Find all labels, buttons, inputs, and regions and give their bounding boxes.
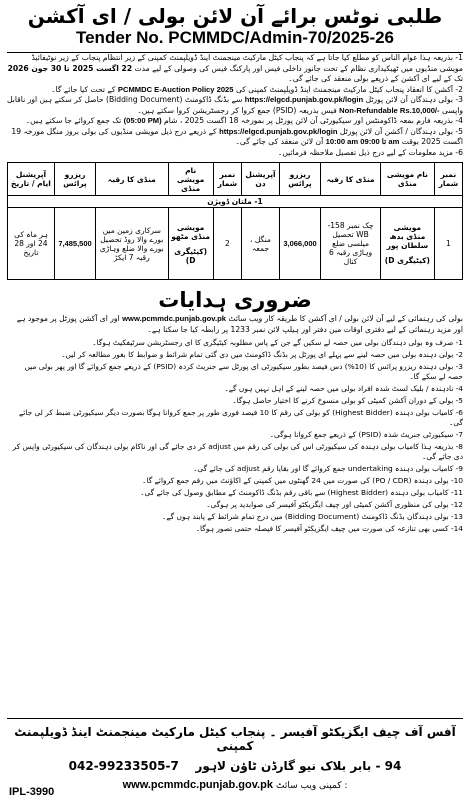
- col-header: منڈی کا رقبہ: [96, 163, 168, 196]
- instructions-intro: بولی کی رہنمائی کے لیے آن لائن بولی / ای آکشن کا طریقہ کار ویب سائٹ www.pcmmdc.punjab.gov.pk اور ای آکشن پورٹل پر موجود ہے اور مزید رہنمائی کے لیے دفتری اوقات میں دفتر اور ہیلپ لائن نمبر 1233 پر رابطہ کیا جا سکتا ہے۔: [16, 314, 463, 334]
- website-link[interactable]: www.pcmmdc.punjab.gov.pk: [122, 314, 226, 323]
- notice-footer: [7, 718, 463, 801]
- division-row: 1- ملتان ڈویژن: [8, 196, 463, 208]
- ipl-number: IPL-3990: [9, 786, 55, 798]
- portal-link-2[interactable]: https://elgcd.punjab.gov.pk/login: [219, 126, 338, 136]
- col-header: ریزرو پرائس: [54, 163, 95, 196]
- list-item: 1- صرف وہ بولی دہندگان بولی میں حصہ لے سکیں گے جن کے پاس مطلوبہ کیٹیگری کا ای رجسٹریشن سرٹیفکیٹ ہوگا۔: [92, 338, 463, 347]
- intro-paragraph-4: 4- بذریعہ فارم بمعہ ڈاکومنٹس اور سیکیورٹی آن لائن پورٹل پر بمورخہ 18 اگست 2025 ، شام (05:00 PM) تک جمع کروائے جا سکتے ہیں۔: [25, 116, 463, 125]
- office-address: 94 - بابر بلاک نیو گارڈن ٹاؤن لاہور 042-99233505-7: [68, 759, 402, 773]
- col-header: نام مویشی منڈی: [168, 163, 213, 196]
- list-item: 7- سیکیورٹی جنریٹ شدہ (PSID) کے ذریعے جمع کروانا ہوگی۔: [269, 430, 463, 439]
- list-item: 10- بولی دہندہ (PO / CDR) کی صورت میں 24 گھنٹوں میں کمپنی کے اکاؤنٹ میں رقم جمع کروائے گا۔: [142, 476, 463, 485]
- intro-paragraph-5: 5- بولی دہندگان / آکشن آن لائن پورٹل https://elgcd.punjab.gov.pk/login کے ذریعے درج ذیل مویشی منڈیوں کی بولی بروز منگل مورخہ 19 اگست 2025 بوقت 10:00 am تا 09:00 am آن لائن منعقد کی جائے گی۔: [11, 126, 463, 146]
- intro-section: [7, 52, 463, 158]
- cattle-market-table: [7, 162, 463, 280]
- list-item: 8- بذریعہ ہذا کامیاب بولی دہندہ کی سیکیورٹی اس کی بولی کی رقم میں adjust کر دی جائے گی اور ناکام بولی دہندگان کی سیکیورٹی واپس کر دی جائے گی۔: [12, 442, 463, 461]
- list-item: 13- بولی دہندگان بڈنگ ڈاکومنٹ (Bidding Document) میں درج تمام شرائط کے پابند ہوں گے۔: [162, 512, 463, 521]
- intro-paragraph-2: 2- آکشن کا انعقاد پنجاب کیٹل مارکیٹ مینجمنٹ اینڈ ڈویلپمنٹ کمپنی کی PCMMDC E-Auction Policy 2025 کے تحت کیا جائے گا۔: [51, 84, 463, 94]
- notice-title: طلبی نوٹس برائے آن لائن بولی / ای آکشن: [27, 4, 443, 28]
- col-header: آپریشنل دن: [242, 163, 280, 196]
- list-item: 6- کامیاب بولی دہندہ (Highest Bidder) کو بولی کی رقم کا 10 فیصد فوری طور پر جمع کروانا ہوگا بصورت دیگر سیکیورٹی ضبط کر لی جائے گی۔: [18, 408, 463, 427]
- list-item: 4- نادہندہ / بلیک لسٹ شدہ افراد بولی میں حصہ لینے کے اہل نہیں ہوں گے۔: [224, 384, 463, 393]
- list-item: 3- بولی دہندہ ریزرو پرائس کا (10%) دس فیصد بطور سیکیورٹی ای پورٹل سے جنریٹ کردہ (PSID) کے ذریعے جمع کروائے گا اور پھر بولی میں حصہ لے سکے گا۔: [24, 362, 463, 381]
- intro-paragraph-1: 1- بذریعہ ہذا عوام الناس کو مطلع کیا جاتا ہے کہ پنجاب کیٹل مارکیٹ مینجمنٹ اینڈ ڈویلپمنٹ کمپنی کے زیر انتظام پنجاب کے زیر نوٹیفائیڈ مویشی منڈیوں میں ٹھیکیداری نظام کے تحت جانور داخلی فیس اور پارکنگ فیس کی وصولی کے لیے مدت 22 اگست 2025 تا 30 جون 2026 تک کے لیے ای آکشن کے ذریعے بولی منعقد کی جائے گی۔: [7, 53, 463, 83]
- phone-number: 042-99233505-7: [68, 759, 179, 773]
- website-url[interactable]: www.pcmmdc.punjab.gov.pk: [122, 779, 273, 791]
- office-name: آفس آف چیف ایگزیکٹو آفیسر ۔ پنجاب کیٹل مارکیٹ مینجمنٹ اینڈ ڈویلپمنٹ کمپنی: [14, 725, 456, 753]
- table-row: 1 مویشی منڈی بدھ سلطان پور (کیٹیگری D) چک نمبر 158-WB تحصیل میلسی ضلع وہاڑی رقبہ 6 کنال 3,066,000 منگل ، جمعہ 2 مویشی منڈی مٹھو (کیٹیگری D) سرکاری زمین میں بورے والا روڈ تحصیل بورے والا ضلع وہاڑی رقبہ 7 ایکڑ 7,485,500 ہر ماہ کی 24 اور 28 تاریخ: [8, 208, 463, 280]
- intro-paragraph-6: 6- مزید معلومات کے لیے درج ذیل تفصیل ملاحظہ فرمائیں۔: [277, 147, 463, 157]
- website-line: www.pcmmdc.punjab.gov.pk کمپنی ویب سائٹ :: [122, 779, 348, 791]
- list-item: 11- کامیاب بولی دہندہ (Highest Bidder) سے باقی رقم بڈنگ ڈاکومنٹ کے مطابق وصول کی جائے گی۔: [140, 488, 463, 497]
- table-header-row: [8, 163, 463, 196]
- list-item: 5- بولی کے دوران آکشن کمیٹی کو بولی منسوخ کرنے کا اختیار حاصل ہوگا۔: [232, 396, 463, 405]
- col-header: ریزرو پرائس: [279, 163, 320, 196]
- portal-link[interactable]: https://elgcd.punjab.gov.pk/login: [244, 95, 364, 104]
- list-item: 12- بولی کی منظوری آکشن کمیٹی اور چیف ایگزیکٹو آفیسر کی صوابدید پر ہوگی۔: [206, 500, 463, 509]
- list-item: 14- کسی بھی تنازعہ کی صورت میں چیف ایگزیکٹو آفیسر کا فیصلہ حتمی تصور ہوگا۔: [195, 524, 463, 533]
- col-header: نام مویشی منڈی: [381, 163, 435, 196]
- tender-notice-page: [7, 4, 463, 801]
- list-item: 9- کامیاب بولی دہندہ undertaking جمع کروائے گا اور بقایا رقم adjust کی جائے گی۔: [193, 464, 463, 473]
- instructions-list: [7, 338, 463, 534]
- list-item: 2- بولی دہندہ بولی میں حصہ لینے سے پہلے ای پورٹل پر بڈنگ ڈاکومنٹ میں دی گئی تمام شرائط و ضوابط کا بغور مطالعہ کر لیں۔: [61, 350, 463, 359]
- col-header: نمبر شمار: [213, 163, 241, 196]
- intro-paragraph-3: 3- بولی دہندگان آن لائن پورٹل https://elgcd.punjab.gov.pk/login سے بڈنگ ڈاکومنٹ (Bidding Document) حاصل کر سکتے ہیں اور ناقابل واپسی Non-Refundable Rs.10,000/- فیس بذریعہ (PSID) جمع کروا کر رجسٹریشن کروا سکتے ہیں۔: [7, 95, 463, 115]
- col-header: نمبر شمار: [434, 163, 462, 196]
- instructions-heading: ضروری ہدایات: [158, 288, 312, 312]
- tender-number: Tender No. PCMMDC/Admin-70/2025-26: [75, 28, 395, 47]
- col-header: آپریشنل ایام / تاریخ: [8, 163, 55, 196]
- col-header: منڈی کا رقبہ: [321, 163, 381, 196]
